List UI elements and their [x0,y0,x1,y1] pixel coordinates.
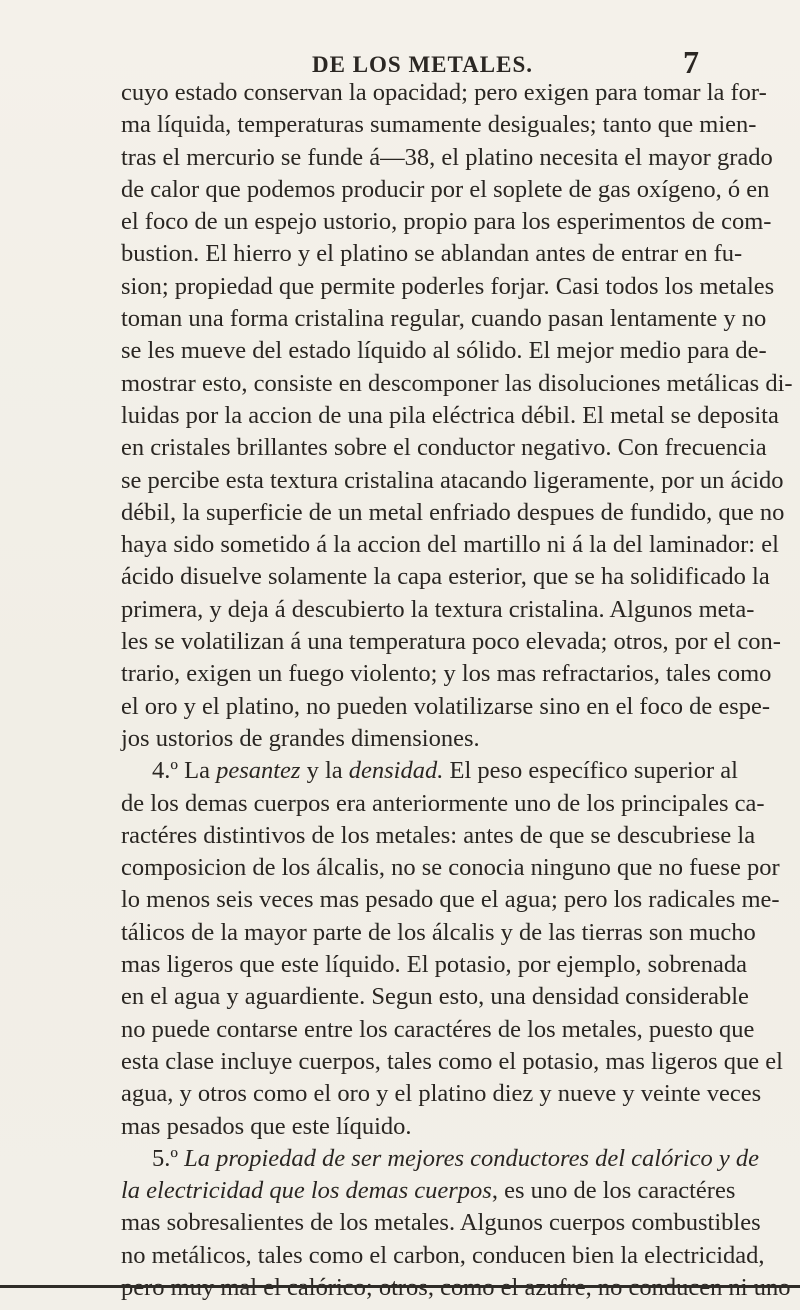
text-line: lo menos seis veces mas pesado que el agua; pero los radicales me- [121,886,780,914]
text-line: no metálicos, tales como el carbon, conducen bien la electricidad, [121,1241,765,1269]
paragraph-5-title-rest: , es uno de los caractéres [491,1177,736,1205]
text-line: sion; propiedad que permite poderles forjar. Casi todos los metales [121,272,775,300]
text-line: de calor que podemos producir por el soplete de gas oxígeno, ó en [121,175,770,203]
text-line: de los demas cuerpos era anteriormente uno de los principales ca- [121,789,765,817]
text-line: ácido disuelve solamente la capa esterior, que se ha solidificado la [121,563,770,591]
text-line: les se volatilizan á una temperatura poco elevada; otros, por el con- [121,628,781,656]
text-line: trario, exigen un fuego violento; y los mas refractarios, tales como [121,660,772,688]
body-text [121,77,793,1304]
paragraph-5-title-italic-cont: la electricidad que los demas cuerpos [121,1177,492,1205]
text-line: composicion de los álcalis, no se conocia ninguno que no fuese por [121,854,780,882]
text-line: se percibe esta textura cristalina atacando ligeramente, por un ácido [121,466,784,494]
text-line: mas sobresalientes de los metales. Algunos cuerpos combustibles [121,1209,761,1237]
paragraph-4-heading-line [121,755,738,787]
text-line: jos ustorios de grandes dimensiones. [121,724,480,752]
text-line: ractéres distintivos de los metales: antes de que se descubriese la [121,821,756,849]
text-line: haya sido sometido á la accion del martillo ni á la del laminador: el [121,531,779,559]
paragraph-4-opening: El peso específico superior al [449,757,738,785]
paragraph-4-term-pesantez: pesantez [216,757,301,785]
paragraph-4-la: La [184,757,210,785]
text-line: luidas por la accion de una pila eléctrica débil. El metal se deposita [121,401,779,429]
text-line: toman una forma cristalina regular, cuando pasan lentamente y no [121,305,767,333]
text-line: primera, y deja á descubierto la textura cristalina. Algunos meta- [121,595,755,623]
paragraph-5-number: 5.º [152,1144,178,1172]
text-line: el foco de un espejo ustorio, propio para los esperimentos de com- [121,208,772,236]
text-line [121,1272,721,1304]
paragraph-4-term-densidad: densidad. [348,757,444,785]
text-line: el oro y el platino, no pueden volatilizarse sino en el foco de espe- [121,692,771,720]
running-head-title: DE LOS METALES. [312,52,533,77]
text-line: no puede contarse entre los caractéres de los metales, puesto que [121,1015,755,1043]
paragraph-4-y: y la [306,757,343,785]
text-line: ma líquida, temperaturas sumamente desiguales; tanto que mien- [121,111,757,139]
text-line: tálicos de la mayor parte de los álcalis y de las tierras son mucho [121,918,756,946]
paragraph-5-second-line [121,1175,736,1207]
bottom-divider [0,1285,800,1288]
text-line: agua, y otros como el oro y el platino diez y nueve y veinte veces [121,1080,762,1108]
text-line: débil, la superficie de un metal enfriado despues de fundido, que no [121,498,785,526]
text-line: tras el mercurio se funde á—38, el platino necesita el mayor grado [121,143,773,171]
paragraph-5-title-italic: La propiedad de ser mejores conductores del calórico y de [184,1144,760,1172]
text-line: cuyo estado conservan la opacidad; pero exigen para tomar la for- [121,79,767,106]
paragraph-5-heading-line [121,1143,760,1175]
text-line: mostrar esto, consiste en descomponer las disoluciones metálicas di- [121,369,793,397]
page-number: 7 [683,44,699,80]
paragraph-4-number: 4.º [152,757,178,785]
text-line: en cristales brillantes sobre el conductor negativo. Con frecuencia [121,434,767,462]
text-line: mas pesados que este líquido. [121,1112,412,1140]
text-line: esta clase incluye cuerpos, tales como el potasio, mas ligeros que el [121,1047,783,1075]
text-line: bustion. El hierro y el platino se ablandan antes de entrar en fu- [121,240,743,268]
text-line: en el agua y aguardiente. Segun esto, una densidad considerable [121,983,749,1011]
text-line: mas ligeros que este líquido. El potasio, por ejemplo, sobrenada [121,951,747,979]
text-line: se les mueve del estado líquido al sólido. El mejor medio para de- [121,337,767,365]
